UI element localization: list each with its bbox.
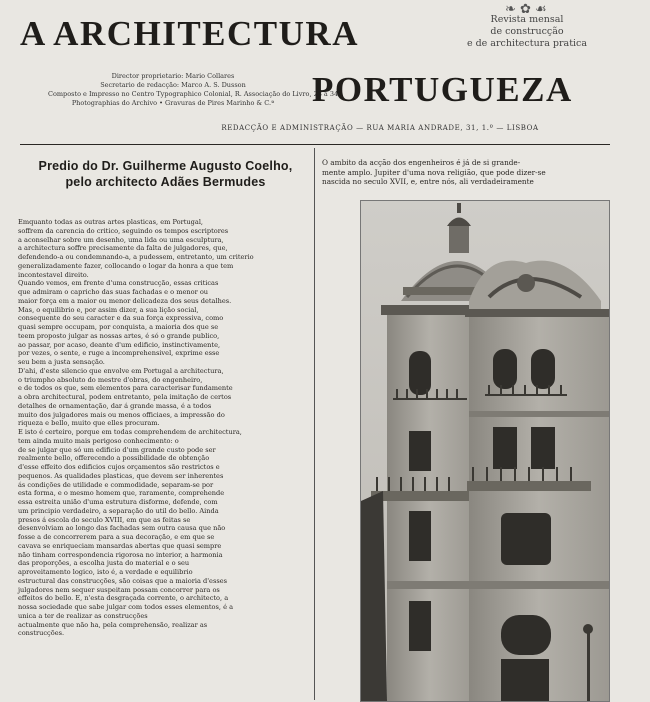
tagline-line: e de architectura pratica bbox=[466, 38, 588, 49]
text-line: defendendo-a ou condemnando-a, a pudessem, entretanto, um criterio bbox=[18, 253, 254, 261]
credit-line: Composto e Impresso no Centro Typographico Colonial, R. Associação do Livro, 28 a 34 bbox=[48, 90, 339, 98]
text-line: de se julgar que só um edificio d'um grande custo pode ser bbox=[18, 445, 216, 454]
text-line: e de todos os que, sem elementos para caracterisar fundamente bbox=[18, 384, 233, 393]
article-body-column bbox=[18, 218, 304, 638]
masthead-credits bbox=[48, 72, 339, 108]
text-line: Quando vemos, em frente d'uma construcção, essas criticas bbox=[18, 279, 219, 288]
credit-line: Photographias do Archivo • Gravuras de Pires Marinho & C.ª bbox=[71, 99, 275, 107]
text-line: teem proposto julgar as nossas artes, é só o grande publico, bbox=[18, 331, 220, 340]
text-line: essa estreita união d'uma estrutura disforme, defende, com bbox=[18, 498, 218, 506]
ornament-icon: ❧ ✿ ☙ bbox=[505, 2, 547, 17]
text-line: a obra architectural, podem entretanto, pela imitação de certos bbox=[18, 393, 232, 401]
text-line: D'ahi, d'este silencio que envolve em Portugal a architectura, bbox=[18, 366, 224, 375]
text-line: tem ainda muito mais perigoso conhecimento: o bbox=[18, 436, 179, 445]
text-line: das proporções, a escolha justa do material e o seu bbox=[18, 559, 190, 568]
text-line: quasi sempre occupam, por conquista, a maioria dos que se bbox=[18, 323, 219, 331]
text-line: effeitos do bello. E, n'esta desgraçada corrente, o architecto, a bbox=[18, 594, 229, 603]
text-line: construcções. bbox=[18, 629, 65, 638]
text-line: nascida no seculo XVII, e, entre nós, ali verdadeiramente bbox=[322, 177, 534, 186]
text-line: Mas, o equilibrio e, por assim dizer, a sua lição social, bbox=[18, 305, 199, 314]
text-line: unica a ter de realizar as construcções bbox=[18, 611, 148, 620]
text-line: O ambito da acção dos engenheiros é já de si grande- bbox=[322, 158, 521, 167]
text-line: julgadores nem sequer suspeitam possam concorrer para os bbox=[18, 585, 220, 594]
text-line: nossa sociedade que sabe julgar com todos esses elementos, é a bbox=[18, 603, 234, 611]
text-line: esta forma, e o mesmo homem que, raramente, comprehende bbox=[18, 489, 225, 498]
building-facade-photo bbox=[360, 200, 610, 702]
text-line: presos á escola do seculo XVIII, em que as feitas se bbox=[18, 515, 191, 524]
text-line: detalhes de ornamentação, dar á grande massa, é a todos bbox=[18, 401, 212, 410]
text-line: cavava se enriqueciam mansardas abertas que quasi sempre bbox=[18, 541, 222, 550]
column-divider bbox=[314, 148, 315, 700]
credit-line: Director proprietario: Mario Collares bbox=[111, 72, 235, 80]
masthead-address: REDACÇÃO E ADMINISTRAÇÃO — RUA MARIA ANDRADE, 31, 1.º — LISBOA bbox=[221, 124, 539, 132]
text-line: consequente do seu caracter e da sua força expressiva, como bbox=[18, 314, 224, 323]
text-line: mente amplo. Jupiter d'uma nova religião, que pode dizer-se bbox=[322, 167, 546, 177]
text-line: o triumpho absoluto do mestre d'obras, do engenheiro, bbox=[18, 375, 203, 384]
text-line: ao passar, por acaso, deante d'um edificio, instinctivamente, bbox=[18, 340, 221, 349]
masthead-title-line2: PORTUGUEZA bbox=[312, 70, 573, 109]
text-line: que admiram o capricho das suas fachadas e o menor ou bbox=[18, 288, 209, 296]
header-divider bbox=[20, 144, 610, 145]
masthead-tagline bbox=[442, 14, 612, 50]
text-line: generalizadamente fazer, collocando o logar da honra a que tem bbox=[18, 261, 234, 270]
article-intro-column bbox=[322, 158, 614, 187]
text-line: Emquanto todas as outras artes plasticas, em Portugal, bbox=[18, 218, 204, 226]
text-line: riqueza e bello, muito que elles procuram. bbox=[18, 419, 160, 428]
text-line: maior força em a maior ou menor delicadeza dos seus detalhes. bbox=[18, 296, 232, 305]
text-line: um principio verdadeiro, a separação do util do bello. Ainda bbox=[18, 506, 219, 515]
text-line: d'esse effeito dos edificios cujos orçamentos são restrictos e bbox=[18, 463, 220, 471]
text-line: fosse a de concorrerem para a sua decoração, e em que se bbox=[18, 533, 215, 541]
text-line: seu bem a justa sensação. bbox=[18, 358, 105, 366]
headline-line: Predio do Dr. Guilherme Augusto Coelho, bbox=[38, 159, 293, 173]
text-line: não tinham correspondencia rigorosa no interior, a harmonia bbox=[18, 550, 223, 559]
text-line: E isto é certeiro, porque em todas comprehendem de architectura, bbox=[18, 428, 242, 436]
text-line: estructural das construcções, são coisas que a maioria d'esses bbox=[18, 576, 227, 585]
tagline-line: Revista mensal bbox=[490, 14, 564, 25]
text-line: desenvolviam ao longo das fachadas sem outra causa que não bbox=[18, 524, 226, 533]
text-line: realmente bello, offerecendo a possibilidade de obtenção bbox=[18, 454, 210, 463]
text-line: ás condições de utilidade e commodidade, separam-se por bbox=[18, 480, 214, 489]
text-line: por vezes, o sente, e ruge a incomprehensivel, exprime esse bbox=[18, 349, 220, 358]
credit-line: Secretario de redacção: Marco A. S. Dusson bbox=[100, 81, 246, 89]
text-line: actualmente que não ha, pela comprehensão, realizar as bbox=[18, 620, 208, 629]
tagline-line: de construcção bbox=[490, 26, 564, 37]
masthead-title-line1: A ARCHITECTURA bbox=[20, 14, 359, 53]
text-line: muito dos julgadores mais ou menos officiaes, a impressão do bbox=[18, 410, 225, 419]
text-line: incontestavel direito. bbox=[18, 270, 89, 279]
text-line: a architectura soffre precisamente da falta de julgadores, que, bbox=[18, 244, 228, 253]
headline-line: pelo architecto Adães Bermudes bbox=[65, 175, 266, 189]
text-line: a aconselhar sobre um desenho, uma lida ou uma esculptura, bbox=[18, 235, 224, 244]
article-headline bbox=[28, 158, 303, 190]
text-line: pequenos. As qualidades plasticas, que devem ser inherentes bbox=[18, 471, 224, 480]
text-line: aproveitamento logico, isto é, a verdade e equilibrio bbox=[18, 568, 193, 576]
text-line: soffrem da carencia do critico, seguindo os tempos escriptores bbox=[18, 226, 229, 235]
